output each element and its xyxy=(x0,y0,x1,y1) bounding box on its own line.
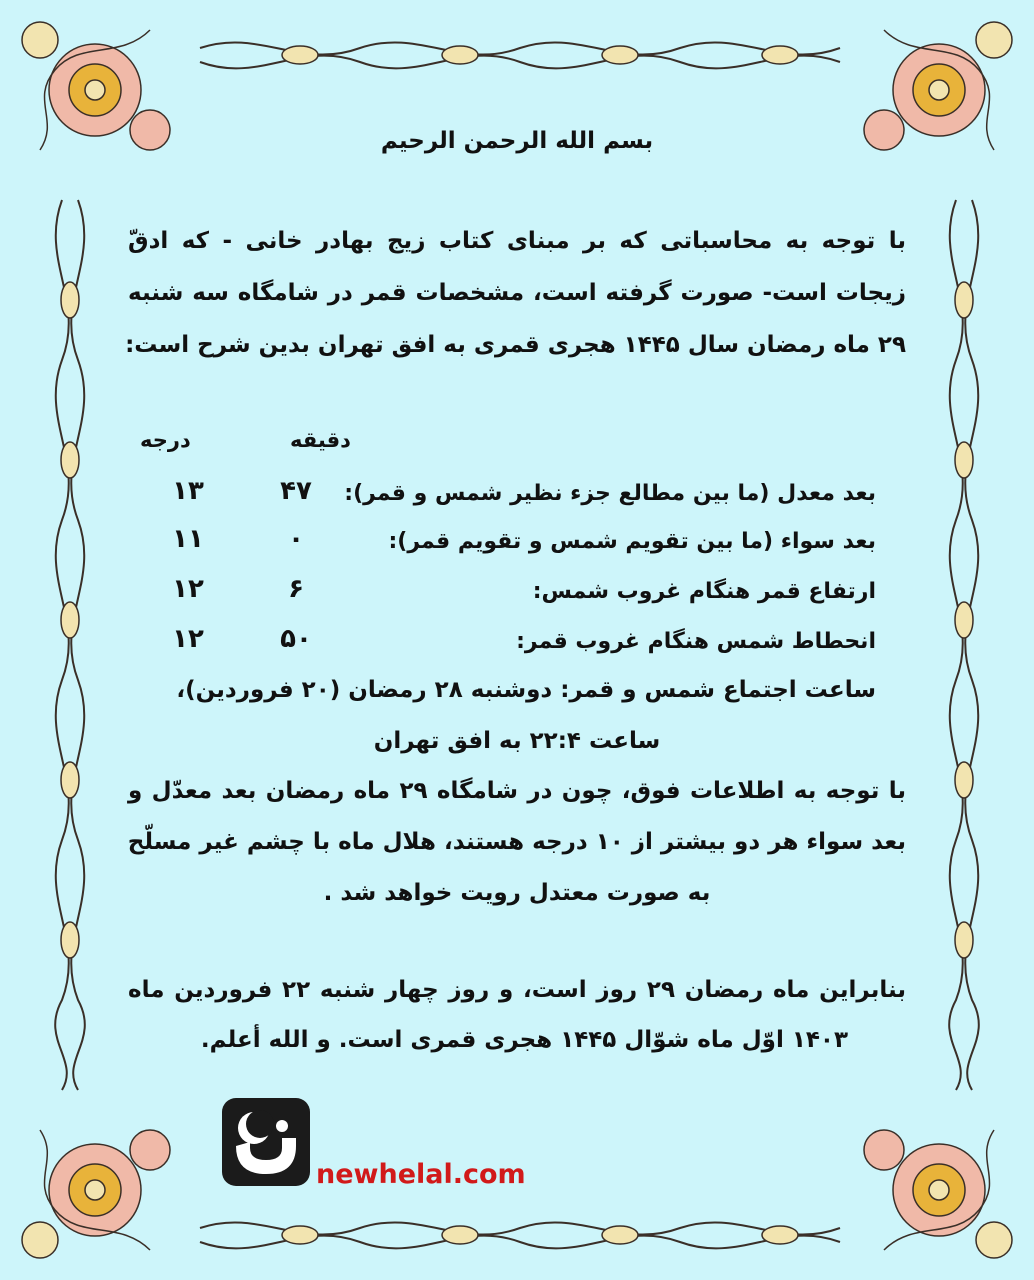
row-1-minute: ۴۷ xyxy=(280,476,312,506)
column-header-minute: دقیقه xyxy=(290,428,351,452)
row-2-minute: ۰ xyxy=(288,524,304,554)
row-3-degree: ۱۲ xyxy=(172,574,204,604)
row-1-degree: ۱۳ xyxy=(172,476,204,506)
row-label-2: بعد سواء (ما بین تقویم شمس و تقویم قمر): xyxy=(388,529,876,554)
intro-line-2: زیجات است- صورت گرفته است، مشخصات قمر در شامگاه سه شنبه xyxy=(128,280,906,306)
row-2-degree: ۱۱ xyxy=(172,524,204,554)
column-header-degree: درجه xyxy=(140,428,191,452)
row-3-minute: ۶ xyxy=(288,574,304,604)
final-line-1: بنابراین ماه رمضان ۲۹ روز است، و روز چهار شنبه ۲۲ فروردین ماه xyxy=(128,977,906,1003)
conjunction-line: ساعت اجتماع شمس و قمر: دوشنبه ۲۸ رمضان (۲۰ فروردین)، xyxy=(176,677,876,703)
row-4-degree: ۱۲ xyxy=(172,624,204,654)
newhelal-logo-icon xyxy=(222,1098,310,1186)
website-link[interactable]: newhelal.com xyxy=(316,1159,526,1190)
conjunction-time: ساعت ۲۲:۴ به افق تهران xyxy=(373,728,661,754)
intro-line-1: با توجه به محاسباتی که بر مبنای کتاب زیج بهادر خانی - که ادقّ xyxy=(128,228,906,254)
row-label-1: بعد معدل (ما بین مطالع جزء نظیر شمس و قمر): xyxy=(344,481,876,506)
heading-basmala: بسم الله الرحمن الرحیم xyxy=(380,128,654,154)
final-line-2: ۱۴۰۳ اوّل ماه شوّال ۱۴۴۵ هجری قمری است. و الله أعلم. xyxy=(200,1027,848,1053)
conclusion-line-1: با توجه به اطلاعات فوق، چون در شامگاه ۲۹ ماه رمضان بعد معدّل و xyxy=(128,778,906,804)
intro-line-3: ۲۹ ماه رمضان سال ۱۴۴۵ هجری قمری به افق تهران بدین شرح است: xyxy=(125,332,906,358)
conclusion-line-3: به صورت معتدل رویت خواهد شد . xyxy=(323,880,711,906)
row-4-minute: ۵۰ xyxy=(280,624,312,654)
conclusion-line-2: بعد سواء هر دو بیشتر از ۱۰ درجه هستند، هلال ماه با چشم غیر مسلّح xyxy=(127,829,906,855)
row-label-3: ارتفاع قمر هنگام غروب شمس: xyxy=(532,579,876,604)
row-label-4: انحطاط شمس هنگام غروب قمر: xyxy=(516,629,876,654)
